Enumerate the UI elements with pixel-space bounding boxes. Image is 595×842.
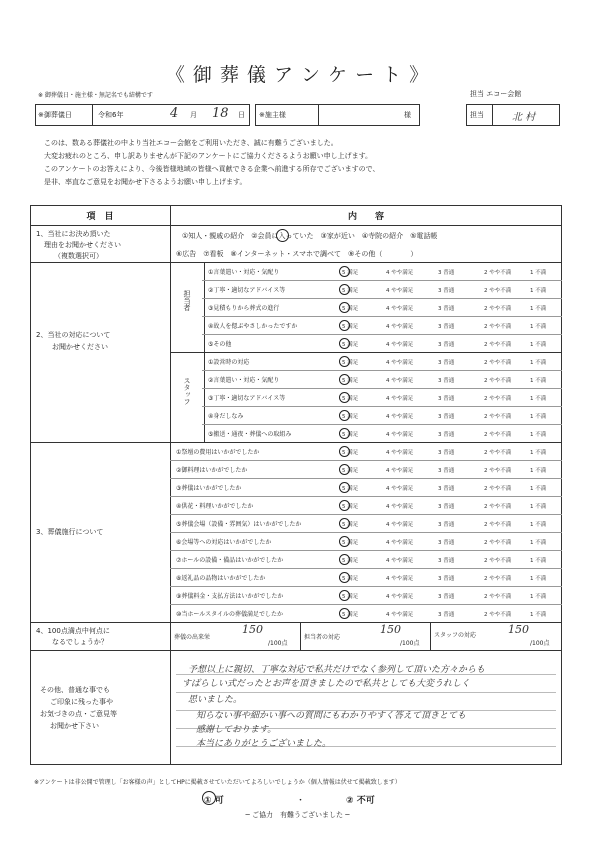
intro-line-4: 是非、率直なご意見をお聞かせ下さるようお願い申し上げます。 [44, 178, 247, 186]
q3-selected-circle [339, 572, 350, 583]
staff-scale-option[interactable]: 1 不満 [530, 378, 547, 384]
q3-scale-option[interactable]: 1 不満 [530, 576, 547, 582]
q3-scale-option[interactable]: 1 不満 [530, 612, 547, 618]
q3-scale-option[interactable]: 3 普通 [438, 594, 455, 600]
staff-scale-option[interactable]: 4 やや満足 [386, 396, 414, 402]
staff-scale-option[interactable]: 1 不満 [530, 432, 547, 438]
page-title: 《 御 葬 儀 ア ン ケ ー ト 》 [165, 64, 430, 86]
staff-scale-option[interactable]: 5 満足 [342, 414, 359, 420]
host-label: ※施主様 [259, 111, 286, 119]
date-month-unit: 月 [190, 111, 197, 119]
q4-label-1: 4、100点満点中何点に [36, 627, 110, 635]
reception-row-divider [202, 298, 562, 299]
q3-item-label: ③葬儀はいかがでしたか [176, 485, 242, 492]
top-note: ※ 御葬儀日・施主様・無記名でも結構です [38, 92, 153, 99]
q3-scale-option[interactable]: 5 満足 [342, 504, 359, 510]
group-staff: スタッフ [183, 377, 191, 405]
reception-scale-option[interactable]: 2 やや不満 [484, 270, 512, 276]
q3-selected-circle [339, 500, 350, 511]
q2-label-1: 2、当社の対応について [36, 331, 111, 339]
staff-scale-option[interactable]: 3 普通 [438, 414, 455, 420]
other-label-3: お気づきの点・ご意見等 [40, 710, 117, 718]
reception-scale-option[interactable]: 1 不満 [530, 342, 547, 348]
reception-item-label: ④故人を偲ぶやさしかったですか [208, 323, 298, 330]
staff-scale-option[interactable]: 3 普通 [438, 396, 455, 402]
reception-scale-option[interactable]: 2 やや不満 [484, 288, 512, 294]
reception-scale-option[interactable]: 3 普通 [438, 288, 455, 294]
header-content: 内 容 [347, 212, 384, 222]
score-value-2[interactable]: 150 [380, 623, 401, 636]
reception-scale-option[interactable]: 2 やや不満 [484, 324, 512, 330]
q3-row-divider [170, 478, 562, 479]
q3-scale-option[interactable]: 4 やや満足 [386, 504, 414, 510]
q3-scale-option[interactable]: 1 不満 [530, 504, 547, 510]
reception-scale-option[interactable]: 2 やや不満 [484, 306, 512, 312]
staff-name: 北 村 [512, 112, 536, 123]
reception-scale-option[interactable]: 5 満足 [342, 288, 359, 294]
reception-scale-option[interactable]: 3 普通 [438, 306, 455, 312]
q3-selected-circle [339, 482, 350, 493]
q3-scale-option[interactable]: 3 普通 [438, 612, 455, 618]
reception-row-divider [202, 280, 562, 281]
q3-item-label: ⑩当ホールスタイルの葬儀満足でしたか [176, 611, 283, 618]
q3-row-divider [170, 568, 562, 569]
q3-scale-option[interactable]: 5 満足 [342, 594, 359, 600]
q3-scale-option[interactable]: 2 やや不満 [484, 576, 512, 582]
reception-item-label: ②丁寧・適切なアドバイス等 [208, 287, 286, 294]
q3-scale-option[interactable]: 4 やや満足 [386, 558, 414, 564]
comment-line-1[interactable]: 予想以上に親切、丁寧な対応で私共だけでなく参列して頂いた方々からも [188, 665, 486, 675]
staff-scale-option[interactable]: 5 満足 [342, 396, 359, 402]
staff-scale-option[interactable]: 4 やや満足 [386, 360, 414, 366]
staff-scale-option[interactable]: 1 不満 [530, 414, 547, 420]
reception-scale-option[interactable]: 4 やや満足 [386, 288, 414, 294]
q3-scale-option[interactable]: 5 満足 [342, 450, 359, 456]
comment-line-4[interactable]: 知らない事や細かい事への質問にもわかりやすく答えて頂きとても [196, 711, 467, 721]
q3-item-label: ⑧返礼品の品物はいかがでしたか [176, 575, 266, 582]
score-label-1: 葬儀の出来栄 [174, 634, 211, 641]
q3-scale-option[interactable]: 4 やや満足 [386, 612, 414, 618]
reception-selected-circle [339, 302, 350, 313]
intro-line-2: 大変お疲れのところ、申し訳ありませんが下記のアンケートにご協力くださるようお願い申し上げます。 [44, 152, 373, 160]
reception-selected-circle [339, 284, 350, 295]
reception-scale-option[interactable]: 1 不満 [530, 306, 547, 312]
reception-scale-option[interactable]: 5 満足 [342, 324, 359, 330]
staff-item-label: ②言葉遣い・対応・気配り [208, 377, 280, 384]
q3-scale-option[interactable]: 2 やや不満 [484, 540, 512, 546]
intro-line-3: このアンケートのお答えにより、今後皆様地域の皆様へ貢献できる企業へ前進する所存でございますので、 [44, 165, 380, 173]
reception-scale-option[interactable]: 1 不満 [530, 270, 547, 276]
staff-row-divider [202, 388, 562, 389]
q3-selected-circle [339, 590, 350, 601]
staff-scale-option[interactable]: 4 やや満足 [386, 378, 414, 384]
q3-scale-option[interactable]: 2 やや不満 [484, 522, 512, 528]
q3-scale-option[interactable]: 5 満足 [342, 558, 359, 564]
q3-scale-option[interactable]: 2 やや不満 [484, 594, 512, 600]
score-label-2: 担当者の対応 [304, 634, 341, 641]
q3-row-divider [170, 460, 562, 461]
staff-label: 担当 [470, 111, 484, 119]
staff-row-divider [202, 424, 562, 425]
reception-selected-circle [339, 266, 350, 277]
q3-scale-option[interactable]: 2 やや不満 [484, 558, 512, 564]
q3-selected-circle [339, 536, 350, 547]
staff-scale-option[interactable]: 2 やや不満 [484, 414, 512, 420]
other-label-2: ご印象に残った事や [50, 698, 113, 706]
staff-row-divider [202, 406, 562, 407]
q1-label-3: （複数選択可） [54, 252, 103, 260]
score-label-3: スタッフの対応 [434, 632, 477, 639]
q3-scale-option[interactable]: 3 普通 [438, 540, 455, 546]
staff-scale-option[interactable]: 3 普通 [438, 432, 455, 438]
other-label-1: その他、普通な事でも [40, 686, 110, 694]
reception-scale-option[interactable]: 4 やや満足 [386, 324, 414, 330]
q3-row-divider [170, 532, 562, 533]
q1-label-2: 理由をお聞かせください [44, 241, 121, 249]
reception-scale-option[interactable]: 1 不満 [530, 324, 547, 330]
q3-scale-option[interactable]: 1 不満 [530, 594, 547, 600]
staff-scale-option[interactable]: 5 満足 [342, 432, 359, 438]
other-label-4: お聞かせ下さい [50, 722, 99, 730]
staff-selected-circle [339, 428, 350, 439]
q3-scale-option[interactable]: 4 やや満足 [386, 594, 414, 600]
group-reception: 担当者 [183, 290, 191, 311]
q3-item-label: ⑨葬儀料金・支払方法はいかがでしたか [176, 593, 284, 600]
staff-row-divider [202, 370, 562, 371]
q3-scale-option[interactable]: 2 やや不満 [484, 468, 512, 474]
staff-scale-option[interactable]: 2 やや不満 [484, 378, 512, 384]
score-value-3[interactable]: 150 [508, 623, 529, 636]
reception-item-label: ⑤その他 [208, 341, 232, 348]
q3-scale-option[interactable]: 1 不満 [530, 468, 547, 474]
staff-selected-circle [339, 392, 350, 403]
staff-scale-option[interactable]: 4 やや満足 [386, 414, 414, 420]
staff-scale-option[interactable]: 2 やや不満 [484, 396, 512, 402]
q3-row-divider [170, 514, 562, 515]
q3-scale-option[interactable]: 4 やや満足 [386, 486, 414, 492]
company-name: 担当 エコー会館 [470, 90, 522, 98]
q3-scale-option[interactable]: 4 やや満足 [386, 540, 414, 546]
q3-scale-option[interactable]: 2 やや不満 [484, 450, 512, 456]
thanks-message: ─ ご協力 有難うございました ─ [245, 811, 350, 819]
q3-item-label: ②御料理はいかがでしたか [176, 467, 248, 474]
q3-scale-option[interactable]: 4 やや満足 [386, 576, 414, 582]
reception-row-divider [202, 334, 562, 335]
reception-scale-option[interactable]: 5 満足 [342, 342, 359, 348]
q3-item-label: ④供花・料理いかがでしたか [176, 503, 254, 510]
q3-row-divider [170, 496, 562, 497]
q3-scale-option[interactable]: 4 やや満足 [386, 450, 414, 456]
reception-scale-option[interactable]: 4 やや満足 [386, 342, 414, 348]
q3-selected-circle [339, 608, 350, 619]
footer-note: ※アンケートは非公開で管理し「お客様の声」としてHPに掲載させていただいてよろしいでしょうか（個人情報は伏せて掲載致します） [34, 779, 401, 786]
score-unit-2: /100点 [400, 640, 420, 647]
q1-selected-circle [276, 229, 289, 242]
q1-options-row1[interactable]: ①知人・親戚の紹介 ②会員に入っていた ③家が近い ④寺院の紹介 ⑤電話帳 [182, 232, 438, 240]
comment-line-3[interactable]: 思いました。 [188, 695, 243, 705]
host-suffix: 様 [404, 111, 411, 119]
q3-scale-option[interactable]: 2 やや不満 [484, 612, 512, 618]
comment-line-5[interactable]: 感謝しております。 [196, 725, 277, 735]
q3-row-divider [170, 550, 562, 551]
staff-scale-option[interactable]: 3 普通 [438, 378, 455, 384]
score-unit-3: /100点 [530, 640, 550, 647]
reception-item-label: ①言葉遣い・対応・気配り [208, 269, 280, 276]
staff-selected-circle [339, 374, 350, 385]
q3-selected-circle [339, 464, 350, 475]
reception-selected-circle [339, 338, 350, 349]
reception-item-label: ③見積もりから葬式の進行 [208, 305, 280, 312]
q3-scale-option[interactable]: 1 不満 [530, 540, 547, 546]
q3-scale-option[interactable]: 5 満足 [342, 468, 359, 474]
permission-yes[interactable]: ① 可 [204, 796, 224, 806]
reception-scale-option[interactable]: 5 満足 [342, 306, 359, 312]
q3-scale-option[interactable]: 3 普通 [438, 504, 455, 510]
q3-scale-option[interactable]: 5 満足 [342, 612, 359, 618]
date-era: 令和6年 [98, 111, 124, 119]
q3-scale-option[interactable]: 3 普通 [438, 576, 455, 582]
reception-scale-option[interactable]: 5 満足 [342, 270, 359, 276]
staff-scale-option[interactable]: 2 やや不満 [484, 360, 512, 366]
q3-scale-option[interactable]: 3 普通 [438, 450, 455, 456]
staff-scale-option[interactable]: 3 普通 [438, 360, 455, 366]
q3-row-divider [170, 586, 562, 587]
score-value-1[interactable]: 150 [242, 623, 263, 636]
header-item: 項 目 [86, 212, 114, 222]
reception-scale-option[interactable]: 3 普通 [438, 342, 455, 348]
comment-line-2[interactable]: すばらしい式だったとお声を頂きましたので私共としても大変うれしく [182, 679, 471, 689]
permission-separator: ・ [296, 796, 306, 806]
q4-label-2: なるでしょうか？ [52, 638, 108, 646]
q3-scale-option[interactable]: 1 不満 [530, 450, 547, 456]
comment-line-6[interactable]: 本当にありがとうございました。 [196, 739, 332, 749]
reception-scale-option[interactable]: 1 不満 [530, 288, 547, 294]
q3-scale-option[interactable]: 1 不満 [530, 558, 547, 564]
q1-options-row2[interactable]: ⑥広告 ⑦看板 ⑧インターネット・スマホで調べて ⑨その他（ ） [176, 250, 418, 258]
reception-scale-option[interactable]: 2 やや不満 [484, 342, 512, 348]
staff-selected-circle [339, 410, 350, 421]
staff-item-label: ⑤搬送・通夜・葬儀への取組み [208, 431, 292, 438]
q3-scale-option[interactable]: 5 満足 [342, 576, 359, 582]
date-label: ※御葬儀日 [38, 111, 72, 119]
q3-item-label: ⑥会場等への対応はいかがでしたか [176, 539, 272, 546]
q2-label-2: お聞かせください [52, 343, 108, 351]
q3-item-label: ⑤葬儀会場（設備・雰囲気）はいかがでしたか [176, 521, 302, 528]
q3-item-label: ①祭壇の費用はいかがでしたか [176, 449, 260, 456]
date-day-unit: 日 [238, 111, 245, 119]
q3-selected-circle [339, 446, 350, 457]
staff-scale-option[interactable]: 4 やや満足 [386, 432, 414, 438]
staff-scale-option[interactable]: 5 満足 [342, 378, 359, 384]
staff-scale-option[interactable]: 1 不満 [530, 396, 547, 402]
staff-scale-option[interactable]: 2 やや不満 [484, 432, 512, 438]
q3-row-divider [170, 604, 562, 605]
q3-selected-circle [339, 554, 350, 565]
score-unit-1: /100点 [268, 640, 288, 647]
reception-selected-circle [339, 320, 350, 331]
intro-line-1: このは、数ある葬儀社の中より当社エコー会館をご利用いただき、誠に有難うございました。 [44, 139, 338, 147]
q3-scale-option[interactable]: 2 やや不満 [484, 486, 512, 492]
q3-scale-option[interactable]: 5 満足 [342, 540, 359, 546]
permission-no[interactable]: ② 不可 [346, 796, 375, 806]
q3-scale-option[interactable]: 4 やや満足 [386, 468, 414, 474]
reception-row-divider [202, 316, 562, 317]
q3-scale-option[interactable]: 3 普通 [438, 522, 455, 528]
q3-scale-option[interactable]: 2 やや不満 [484, 504, 512, 510]
q3-scale-option[interactable]: 3 普通 [438, 486, 455, 492]
staff-scale-option[interactable]: 5 満足 [342, 360, 359, 366]
q3-scale-option[interactable]: 3 普通 [438, 468, 455, 474]
staff-scale-option[interactable]: 1 不満 [530, 360, 547, 366]
q3-scale-option[interactable]: 3 普通 [438, 558, 455, 564]
q3-scale-option[interactable]: 1 不満 [530, 522, 547, 528]
q3-scale-option[interactable]: 4 やや満足 [386, 522, 414, 528]
date-month: 4 [170, 106, 179, 121]
reception-scale-option[interactable]: 3 普通 [438, 324, 455, 330]
staff-item-label: ③丁寧・適切なアドバイス等 [208, 395, 286, 402]
reception-scale-option[interactable]: 4 やや満足 [386, 306, 414, 312]
q3-scale-option[interactable]: 5 満足 [342, 486, 359, 492]
staff-selected-circle [339, 356, 350, 367]
staff-item-label: ①設営時の対応 [208, 359, 250, 366]
reception-scale-option[interactable]: 3 普通 [438, 270, 455, 276]
q3-item-label: ⑦ホールの設備・備品はいかがでしたか [176, 557, 284, 564]
q1-label-1: 1、当社にお決め頂いた [36, 230, 111, 238]
date-day: 18 [212, 106, 229, 121]
q3-scale-option[interactable]: 5 満足 [342, 522, 359, 528]
q3-label: 3、葬儀施行について [36, 528, 104, 536]
q3-scale-option[interactable]: 1 不満 [530, 486, 547, 492]
q3-selected-circle [339, 518, 350, 529]
reception-scale-option[interactable]: 4 やや満足 [386, 270, 414, 276]
staff-item-label: ④身だしなみ [208, 413, 244, 420]
